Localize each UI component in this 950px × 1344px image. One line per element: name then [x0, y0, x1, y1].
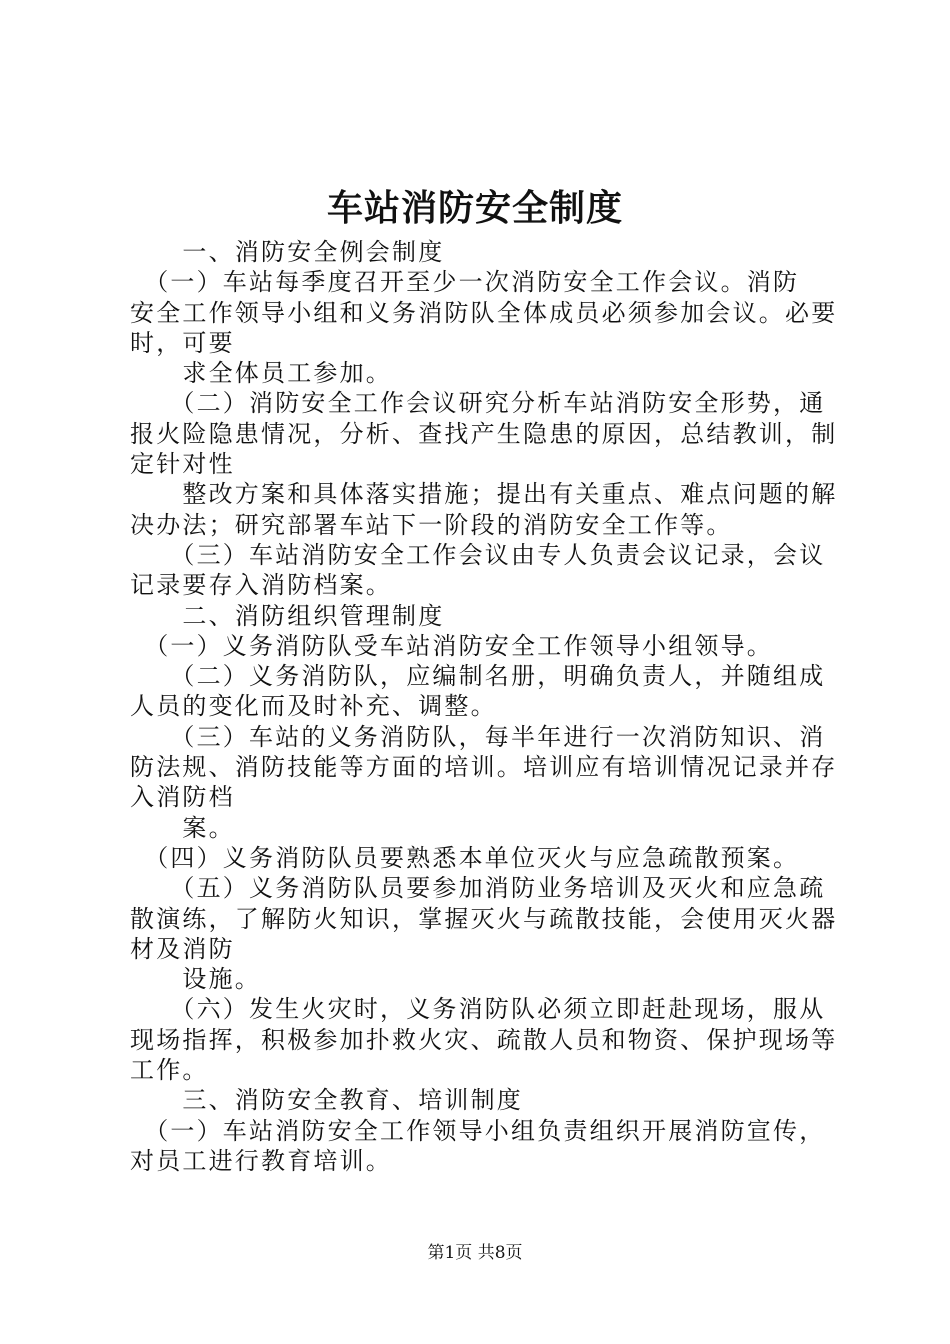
text-line: 案。 [130, 813, 235, 842]
text-line: 人员的变化而及时补充、调整。 [130, 692, 497, 721]
text-line: （一）车站消防安全工作领导小组负责组织开展消防宣传， [130, 1116, 826, 1145]
text-line: 整改方案和具体落实措施；提出有关重点、难点问题的解 [130, 480, 838, 509]
text-line: （五）义务消防队员要参加消防业务培训及灭火和应急疏 [130, 874, 826, 903]
text-line: （六）发生火灾时，义务消防队必须立即赶赴现场，服从 [130, 995, 826, 1024]
text-line: 决办法；研究部署车站下一阶段的消防安全工作等。 [130, 510, 733, 539]
text-line: （一）义务消防队受车站消防安全工作领导小组领导。 [130, 631, 773, 660]
text-line: （三）车站的义务消防队，每半年进行一次消防知识、消 [130, 722, 826, 751]
text-line: 求全体员工参加。 [130, 359, 392, 388]
text-line: 入消防档 [130, 783, 235, 812]
text-line: （四）义务消防队员要熟悉本单位灭火与应急疏散预案。 [130, 843, 800, 872]
text-line: （三）车站消防安全工作会议由专人负责会议记录，会议 [130, 540, 826, 569]
text-line: 定针对性 [130, 450, 235, 479]
text-line: 一、消防安全例会制度 [130, 238, 445, 266]
text-line: 工作。 [130, 1056, 209, 1085]
text-line: 三、消防安全教育、培训制度 [130, 1086, 523, 1115]
text-line: 设施。 [130, 965, 261, 994]
text-line: 时，可要 [130, 328, 235, 357]
text-line: （二）消防安全工作会议研究分析车站消防安全形势，通 [130, 389, 826, 418]
text-line: 安全工作领导小组和义务消防队全体成员必须参加会议。必要 [130, 298, 838, 327]
text-line: （二）义务消防队，应编制名册，明确负责人，并随组成 [130, 662, 826, 691]
text-line: 材及消防 [130, 934, 235, 963]
text-line: 对员工进行教育培训。 [130, 1146, 392, 1175]
text-line: （一）车站每季度召开至少一次消防安全工作会议。消防 [130, 268, 800, 297]
text-line: 防法规、消防技能等方面的培训。培训应有培训情况记录并存 [130, 753, 838, 782]
document-title: 车站消防安全制度 [326, 187, 623, 229]
page-number-footer: 第1页 共8页 [427, 1243, 523, 1263]
text-line: 散演练，了解防火知识，掌握灭火与疏散技能，会使用灭火器 [130, 904, 838, 933]
text-line: 二、消防组织管理制度 [130, 601, 445, 630]
text-line: 记录要存入消防档案。 [130, 571, 392, 600]
document-body [130, 237, 838, 1176]
text-line: 报火险隐患情况，分析、查找产生隐患的原因，总结教训，制 [130, 419, 838, 448]
text-line: 现场指挥，积极参加扑救火灾、疏散人员和物资、保护现场等 [130, 1025, 838, 1054]
